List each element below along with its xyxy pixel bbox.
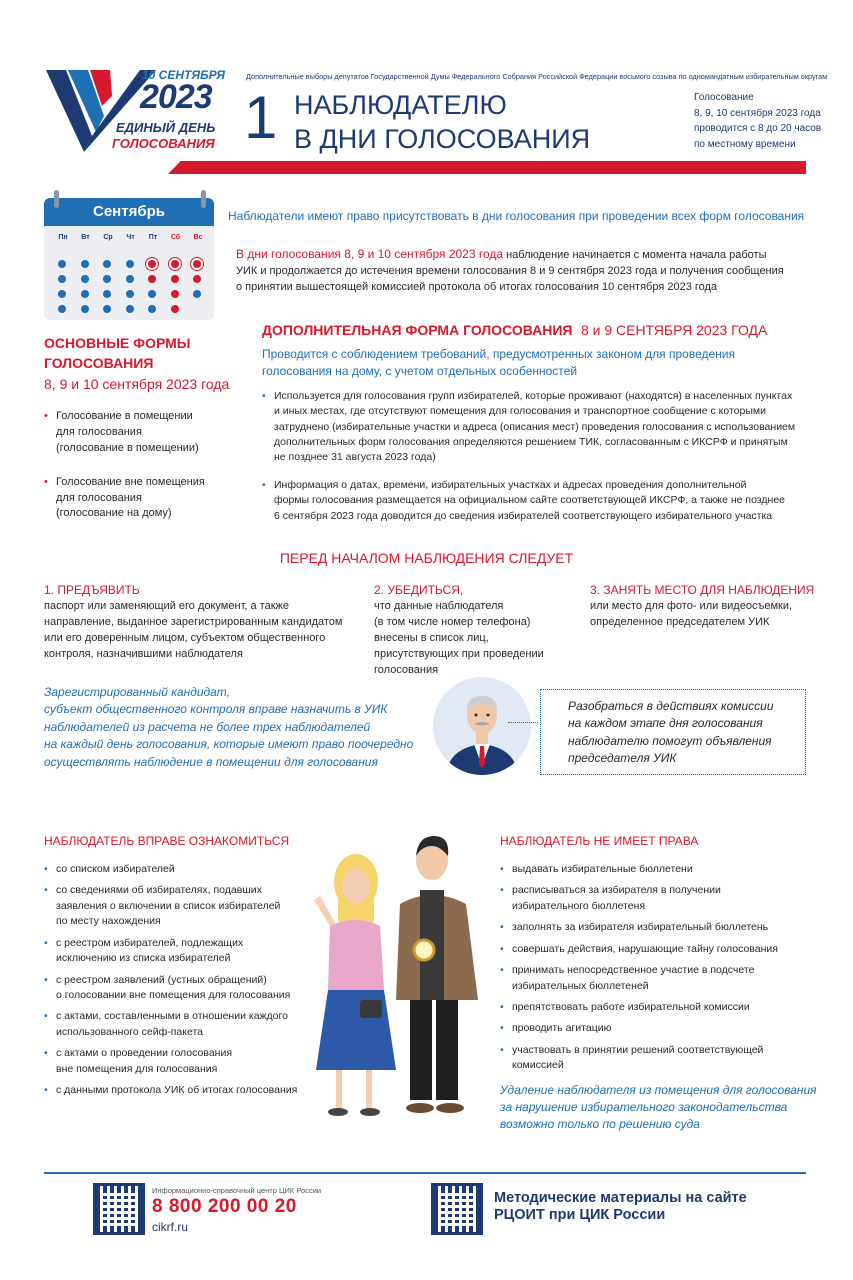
no-rights-item: [500, 1021, 820, 1036]
basic-forms-title-2: ГОЛОСОВАНИЯ: [44, 354, 154, 371]
calendar-day-dot: [58, 305, 66, 313]
calendar-day-dot: [58, 260, 66, 268]
item-line: (голосование в помещении): [56, 441, 199, 454]
item-line: комиссией: [512, 1059, 564, 1072]
logo-date: 10 СЕНТЯБРЯ: [142, 68, 226, 82]
item-line: • расписываться за избирателя в получении: [512, 884, 721, 897]
item-line: для голосования: [56, 491, 142, 504]
step-line: что данные наблюдателя: [374, 600, 504, 613]
intro-line-1: [236, 246, 784, 264]
calendar: [44, 198, 214, 320]
calendar-day-dot: [81, 305, 89, 313]
basic-forms-dates: 8, 9 и 10 сентября 2023 года: [44, 376, 230, 393]
note-line: Зарегистрированный кандидат,: [44, 685, 231, 699]
additional-form-bullets: [262, 389, 822, 524]
callout-line: Разобраться в действиях комиссии: [568, 699, 774, 713]
calendar-day-dot: [81, 275, 89, 283]
lead-line: голосования на дому, с учетом отдельных особенностей: [262, 364, 578, 379]
step-1: [44, 582, 343, 663]
step-line: или место для фото- или видеосъемки,: [590, 600, 793, 613]
item-line: • с реестром избирателей, подлежащих: [56, 936, 244, 949]
no-rights-list: [500, 862, 820, 1074]
observers-illustration: [300, 830, 500, 1120]
may-review-item: [44, 862, 314, 877]
calendar-weekday: Пн: [58, 234, 68, 241]
candidate-note: [44, 684, 413, 771]
calendar-weekday: Ср: [103, 234, 113, 241]
item-line: • с актами о проведении голосования: [56, 1047, 233, 1060]
header-side-info: [694, 90, 821, 152]
note-line: осуществлять наблюдение в помещении для голосования: [44, 754, 378, 769]
item-line: по месту нахождения: [56, 915, 161, 928]
logo-line1: ЕДИНЫЙ ДЕНЬ: [116, 120, 216, 135]
may-review: [44, 834, 314, 1098]
step-2: [374, 582, 544, 679]
chairman-icon: [432, 676, 532, 776]
side-line: проводится с 8 до 20 часов: [694, 123, 822, 134]
callout-line: председателя УИК: [568, 751, 677, 766]
item-line: • с актами, составленными в отношении каждого: [56, 1010, 288, 1023]
side-line: по местному времени: [694, 138, 796, 150]
item-line: • препятствовать работе избирательной комиссии: [512, 1000, 750, 1013]
item-line: • проводить агитацию: [512, 1022, 612, 1035]
item-line: о голосовании вне помещения для голосования: [56, 988, 291, 1001]
item-line: использованного сейф-пакета: [56, 1025, 203, 1038]
callout-connector: [508, 722, 538, 723]
observers-icon: [300, 830, 500, 1120]
additional-form-dates: 8 и 9 СЕНТЯБРЯ 2023 ГОДА: [580, 322, 768, 338]
may-review-item: [44, 973, 314, 1004]
note-line: Удаление наблюдателя из помещения для голосования: [500, 1082, 817, 1097]
may-review-item: [44, 1009, 314, 1040]
bullet-line: не позднее 31 августа 2023 года): [274, 451, 436, 464]
calendar-weekday: Вт: [81, 234, 90, 241]
step-3: [590, 582, 814, 631]
calendar-month: Сентябрь: [93, 203, 165, 220]
logo-line2: ГОЛОСОВАНИЯ: [112, 136, 215, 151]
cik-site-link[interactable]: cikrf.ru: [152, 1220, 188, 1234]
calendar-day-dot: [126, 290, 134, 298]
no-rights: [500, 834, 820, 1134]
item-line: • участвовать в принятии решений соответствующей: [512, 1043, 764, 1056]
basic-forms-list: [44, 409, 254, 523]
calendar-day-dot: [103, 260, 111, 268]
may-review-title: НАБЛЮДАТЕЛЬ ВПРАВЕ ОЗНАКОМИТЬСЯ: [44, 834, 290, 848]
may-review-item: [44, 1083, 314, 1098]
header-title-2: В ДНИ ГОЛОСОВАНИЯ: [294, 124, 591, 154]
intro-red: В дни голосования 8, 9 и 10 сентября 2023 года: [236, 247, 504, 261]
hotline-phone[interactable]: 8 800 200 00 20: [152, 1196, 297, 1217]
election-logo: [44, 66, 234, 156]
no-rights-item: [500, 920, 820, 935]
intro-rest: наблюдение начинается с момента начала работы: [503, 249, 767, 261]
item-line: • выдавать избирательные бюллетени: [512, 863, 693, 875]
item-line: • со сведениями об избирателях, подавших: [56, 884, 262, 897]
calendar-weekday: Сб: [170, 234, 181, 241]
step-line: контроля, назначившими наблюдателя: [44, 648, 243, 661]
item-line: • заполнять за избирателя избирательный бюллетень: [512, 921, 769, 934]
callout-line: наблюдателю помогут объявления: [568, 733, 772, 748]
bullet-line: дополнительных форм голосования определяются решением ТИК, согласованным с ИКСРФ и принятым: [274, 436, 788, 449]
additional-form-title: ДОПОЛНИТЕЛЬНАЯ ФОРМА ГОЛОСОВАНИЯ: [262, 322, 573, 338]
calendar-day-dot: [171, 290, 179, 298]
may-review-list: [44, 862, 314, 1098]
no-rights-item: [500, 862, 820, 877]
basic-form-item: [44, 475, 254, 523]
step-line: определенное председателем УИК: [590, 616, 770, 629]
rights-statement: Наблюдатели имеют право присутствовать в дни голосования при проведении всех форм голосования: [228, 209, 805, 223]
calendar-ring-left: [54, 190, 59, 208]
step-line: направление, выданное зарегистрированным кандидатом: [44, 616, 343, 629]
materials-text: [494, 1190, 747, 1225]
chairman-illustration: [432, 676, 532, 776]
no-rights-item: [500, 1000, 820, 1015]
step-line: присутствующих при проведении: [374, 648, 544, 661]
materials-line: РЦОИТ при ЦИК России: [494, 1207, 666, 1224]
item-line: избирательного бюллетеня: [512, 899, 646, 912]
may-review-item: [44, 1046, 314, 1077]
calendar-day-dot: [148, 260, 156, 268]
side-line: 8, 9, 10 сентября 2023 года: [694, 107, 821, 119]
bullet-line: • Информация о датах, времени, избирательных участках и адресах проведения дополнительной: [274, 478, 747, 491]
no-rights-item: [500, 883, 820, 914]
step-line: (в том числе номер телефона): [374, 616, 531, 629]
lead-line: Проводится с соблюдением требований, предусмотренных законом для проведения: [262, 347, 735, 361]
calendar-day-dot: [193, 290, 201, 298]
item-line: заявления о включении в список избирателей: [56, 899, 281, 912]
calendar-day-dot: [103, 290, 111, 298]
calendar-day-dot: [171, 260, 179, 268]
calendar-day-dot: [171, 305, 179, 313]
calendar-day-dot: [148, 290, 156, 298]
footer-divider: [44, 1172, 806, 1174]
bullet-line: затруднено (избирательные участки и адреса (описания мест) проведения голосования с использованием: [274, 420, 796, 433]
header-red-bar: [168, 161, 806, 174]
calendar-day-dot: [126, 305, 134, 313]
note-line: наблюдателей из расчета не более трех наблюдателей: [44, 719, 371, 734]
item-line: (голосование на дому): [56, 507, 172, 520]
calendar-day-dot: [126, 275, 134, 283]
calendar-day-dot: [171, 275, 179, 283]
item-line: • принимать непосредственное участие в подсчете: [512, 964, 755, 977]
step-2-title: 2. УБЕДИТЬСЯ,: [374, 583, 464, 597]
calendar-weekday: Чт: [126, 234, 135, 241]
bullet-line: формы голосования размещается на официальном сайте соответствующей ИКСРФ, а также не позднее: [274, 494, 785, 507]
bullet-line: и иных местах, где отсутствуют помещения для голосования и транспортное сообщение с которыми: [274, 405, 766, 418]
materials-line: Методические материалы на сайте: [494, 1190, 747, 1206]
calendar-day-dot: [81, 290, 89, 298]
step-line: или его доверенным лицом, субъектом общественного: [44, 632, 326, 645]
additional-form: [262, 322, 822, 524]
info-center-label: Информационно-справочный центр ЦИК России: [152, 1186, 322, 1195]
note-line: на каждый день голосования, которые имеют право поочередно: [44, 737, 414, 752]
header-subtitle: Дополнительные выборы депутатов Государственной Думы Федерального Собрания Российской Федерации восьмого созыва по одномандатным избирательным округам: [246, 72, 828, 81]
calendar-day-dot: [148, 305, 156, 313]
item-line: • со списком избирателей: [56, 863, 175, 875]
calendar-day-dot: [103, 275, 111, 283]
step-1-title: 1. ПРЕДЪЯВИТЬ: [44, 583, 140, 597]
basic-form-item: [44, 409, 254, 457]
callout-text: [568, 698, 774, 768]
calendar-day-dot: [148, 275, 156, 283]
qr-code-rcoit[interactable]: [434, 1186, 480, 1232]
no-rights-title: НАБЛЮДАТЕЛЬ НЕ ИМЕЕТ ПРАВА: [500, 834, 699, 848]
item-line: • Голосование в помещении: [56, 409, 193, 422]
intro-line-2: УИК и продолжается до истечения времени голосования 8 и 9 сентября 2023 года и получения сообщения: [236, 264, 784, 277]
calendar-day-dot: [58, 290, 66, 298]
item-line: вне помещения для голосования: [56, 1062, 218, 1075]
before-title: ПЕРЕД НАЧАЛОМ НАБЛЮДЕНИЯ СЛЕДУЕТ: [279, 550, 574, 566]
no-rights-item: [500, 1043, 820, 1074]
bullet-line: 6 сентября 2023 года доводится до сведения избирателей соответствующего избирательного участка: [274, 509, 773, 522]
bullet-line: • Используется для голосования групп избирателей, которые проживают (находятся) в населенных пунктах: [274, 389, 793, 402]
logo-year: 2023: [140, 78, 212, 116]
additional-form-bullet: [262, 389, 822, 466]
calendar-day-dot: [193, 275, 201, 283]
note-line: субъект общественного контроля вправе назначить в УИК: [44, 702, 388, 717]
additional-form-lead: [262, 346, 822, 381]
qr-code-cik[interactable]: [96, 1186, 142, 1232]
step-line: голосования: [374, 664, 439, 677]
item-line: для голосования: [56, 425, 142, 438]
may-review-item: [44, 883, 314, 929]
item-line: избирательных бюллетеней: [512, 979, 649, 992]
additional-form-heading: [262, 322, 822, 340]
calendar-day-dot: [81, 260, 89, 268]
may-review-item: [44, 936, 314, 967]
item-line: • с данными протокола УИК об итогах голосования: [56, 1084, 298, 1097]
basic-forms: [44, 334, 254, 522]
step-3-title: 3. ЗАНЯТЬ МЕСТО ДЛЯ НАБЛЮДЕНИЯ: [590, 583, 815, 597]
calendar-weekday: Пт: [148, 234, 158, 241]
removal-note: [500, 1082, 820, 1134]
intro-line-3: о принятии вышестоящей комиссией протокола об итогах голосования 10 сентября 2023 года: [236, 280, 718, 293]
no-rights-item: [500, 963, 820, 994]
item-line: • совершать действия, нарушающие тайну голосования: [512, 942, 778, 955]
note-line: за нарушение избирательного законодательства: [500, 1100, 788, 1115]
item-line: • Голосование вне помещения: [56, 475, 205, 488]
step-line: внесены в список лиц,: [374, 632, 489, 645]
calendar-day-dot: [58, 275, 66, 283]
calendar-day-dot: [193, 260, 201, 268]
basic-forms-title-1: ОСНОВНЫЕ ФОРМЫ: [44, 335, 191, 351]
intro-paragraph: [236, 246, 784, 296]
calendar-ring-right: [201, 190, 206, 208]
callout-line: на каждом этапе дня голосования: [568, 716, 763, 731]
item-line: исключению из списка избирателей: [56, 952, 231, 965]
step-line: паспорт или заменяющий его документ, а также: [44, 600, 289, 613]
calendar-day-dot: [126, 260, 134, 268]
additional-form-bullet: [262, 478, 822, 524]
side-line: Голосование: [694, 92, 754, 103]
header-number: 1: [244, 84, 278, 151]
calendar-day-dot: [103, 305, 111, 313]
item-line: • с реестром заявлений (устных обращений): [56, 973, 267, 986]
calendar-weekday: Вс: [193, 234, 203, 241]
note-line: возможно только по решению суда: [500, 1117, 700, 1132]
header-title-1: НАБЛЮДАТЕЛЮ: [294, 90, 507, 120]
no-rights-item: [500, 942, 820, 957]
